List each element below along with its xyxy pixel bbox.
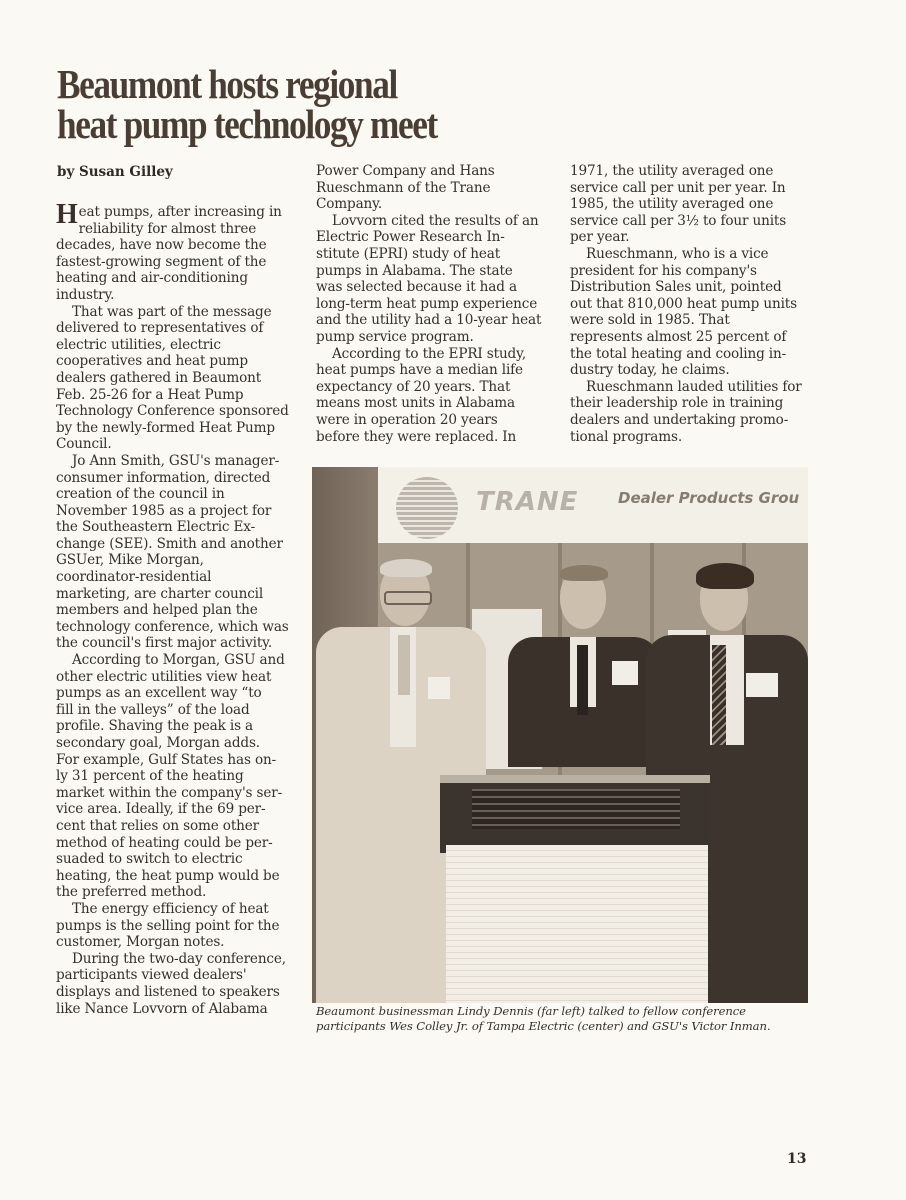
- text-line: Jo Ann Smith, GSU's manager-: [72, 452, 280, 469]
- banner-text: Dealer Products Grou: [618, 489, 800, 507]
- text-line: pumps as an excellent way “to: [56, 685, 262, 702]
- paragraph-2: [56, 304, 296, 453]
- text-line: 1985, the utility averaged one: [570, 196, 774, 213]
- text-line: pumps is the selling point for the: [56, 917, 280, 934]
- text-line: fill in the valleys” of the load: [56, 701, 250, 718]
- text-line: out that 810,000 heat pump units: [570, 295, 797, 312]
- hair: [560, 565, 608, 581]
- text-line: other electric utilities view heat: [56, 668, 272, 685]
- text-line: the preferred method.: [56, 884, 207, 901]
- name-badge: [746, 673, 778, 697]
- text-line: their leadership role in training: [570, 395, 784, 412]
- text-line: service call per unit per year. In: [570, 179, 786, 196]
- text-line: Rueschmann, who is a vice: [586, 245, 769, 262]
- text-line: consumer information, directed: [56, 469, 271, 486]
- text-line: dealers and undertaking promo-: [570, 411, 789, 428]
- text-line: profile. Shaving the peak is a: [56, 718, 254, 735]
- text-line: change (SEE). Smith and another: [56, 535, 283, 552]
- text-line: technology conference, which was: [56, 618, 289, 635]
- paragraph-continued: [570, 163, 810, 246]
- hair: [696, 563, 754, 589]
- heat-pump-grille: [472, 789, 680, 829]
- headline-line-2: heat pump technology meet: [57, 101, 437, 147]
- text-line: That was part of the message: [72, 303, 272, 320]
- text-line: Feb. 25-26 for a Heat Pump: [56, 386, 244, 403]
- text-line: dustry today, he claims.: [570, 362, 730, 379]
- text-line: According to Morgan, GSU and: [72, 652, 285, 669]
- text-line: customer, Morgan notes.: [56, 934, 225, 951]
- text-line: president for his company's: [570, 262, 757, 279]
- text-line: electric utilities, electric: [56, 336, 221, 353]
- article-column-3: [570, 163, 810, 445]
- photo-caption: [316, 1004, 806, 1034]
- text-line: market within the company's ser-: [56, 784, 283, 801]
- tie: [398, 635, 410, 695]
- text-line: and the utility had a 10-year heat: [316, 312, 542, 329]
- text-line: For example, Gulf States has on-: [56, 751, 277, 768]
- text-line: participants viewed dealers': [56, 967, 247, 984]
- trane-brand-text: TRANE: [476, 487, 579, 517]
- text-line: heating, the heat pump would be: [56, 867, 280, 884]
- text-line: cooperatives and heat pump: [56, 353, 248, 370]
- text-line: pumps in Alabama. The state: [316, 262, 513, 279]
- paragraph-continued: [316, 163, 556, 213]
- text-line: industry.: [56, 286, 115, 303]
- text-line: Company.: [316, 196, 383, 213]
- paragraph-4: [56, 652, 296, 901]
- text-line: dealers gathered in Beaumont: [56, 369, 262, 386]
- text-line: per year.: [570, 229, 630, 246]
- text-line: heating and air-conditioning: [56, 270, 248, 287]
- text-line: like Nance Lovvorn of Alabama: [56, 1000, 268, 1017]
- text-line: were in operation 20 years: [316, 411, 498, 428]
- paragraph-epri: [316, 346, 556, 446]
- text-line: the Southeastern Electric Ex-: [56, 519, 256, 536]
- article-column-2: [316, 163, 556, 445]
- paragraph-lovvorn: [316, 213, 556, 346]
- text-line: represents almost 25 percent of: [570, 328, 787, 345]
- text-line: Lovvorn cited the results of an: [332, 212, 539, 229]
- text-line: Council.: [56, 436, 112, 453]
- name-badge: [612, 661, 638, 685]
- hair: [380, 559, 432, 577]
- text-line: During the two-day conference,: [72, 950, 286, 967]
- text-line: Electric Power Research In-: [316, 229, 505, 246]
- headline-line-1: Beaumont hosts regional: [57, 61, 397, 107]
- text-line: GSUer, Mike Morgan,: [56, 552, 204, 569]
- text-line: Power Company and Hans: [316, 163, 495, 179]
- text-line: November 1985 as a project for: [56, 502, 272, 519]
- paragraph-rueschmann-2: [570, 379, 810, 445]
- heat-pump-unit-body: [446, 845, 708, 1003]
- paragraph-3: [56, 453, 296, 652]
- text-line: members and helped plan the: [56, 602, 258, 619]
- text-line: long-term heat pump experience: [316, 295, 538, 312]
- text-line: displays and listened to speakers: [56, 983, 280, 1000]
- byline: by Susan Gilley: [57, 164, 173, 180]
- text-line: by the newly-formed Heat Pump: [56, 419, 275, 436]
- tie: [577, 645, 588, 715]
- text-line: Technology Conference sponsored: [56, 403, 289, 420]
- headline: [57, 61, 437, 147]
- trane-banner: [378, 467, 808, 543]
- text-line: pump service program.: [316, 328, 474, 345]
- text-line: expectancy of 20 years. That: [316, 378, 511, 395]
- text-line: were sold in 1985. That: [570, 312, 730, 329]
- text-line: cent that relies on some other: [56, 817, 260, 834]
- text-line: reliability for almost three: [78, 220, 257, 237]
- text-line: the council's first major activity.: [56, 635, 273, 652]
- text-line: decades, have now become the: [56, 237, 267, 254]
- text-line: service call per 3½ to four units: [570, 212, 787, 229]
- text-line: tional programs.: [570, 428, 682, 445]
- trane-logo-icon: [396, 477, 458, 539]
- text-line: Distribution Sales unit, pointed: [570, 279, 782, 296]
- text-line: According to the EPRI study,: [332, 345, 526, 362]
- text-line: The energy efficiency of heat: [72, 900, 269, 917]
- caption-line-2: participants Wes Colley Jr. of Tampa Electric (center) and GSU's Victor Inman.: [316, 1019, 771, 1033]
- text-line: vice area. Ideally, if the 69 per-: [56, 801, 266, 818]
- text-line: stitute (EPRI) study of heat: [316, 245, 501, 262]
- striped-tie: [712, 645, 726, 745]
- text-line: Rueschmann of the Trane: [316, 179, 491, 196]
- text-line: before they were replaced. In: [316, 428, 517, 445]
- glasses: [384, 591, 432, 605]
- text-line: coordinator-residential: [56, 569, 212, 586]
- text-line: delivered to representatives of: [56, 320, 264, 337]
- text-line: was selected because it had a: [316, 279, 517, 296]
- article-column-1: [56, 199, 296, 1017]
- page-number: 13: [787, 1151, 807, 1167]
- name-badge: [428, 677, 450, 699]
- text-line: suaded to switch to electric: [56, 851, 243, 868]
- text-line: Rueschmann lauded utilities for: [586, 378, 802, 395]
- drop-cap: H: [56, 199, 78, 230]
- text-line: secondary goal, Morgan adds.: [56, 735, 260, 751]
- text-line: the total heating and cooling in-: [570, 345, 787, 362]
- text-line: 1971, the utility averaged one: [570, 163, 774, 179]
- paragraph-rueschmann-1: [570, 246, 810, 379]
- text-line: marketing, are charter council: [56, 585, 264, 602]
- paragraph-5: [56, 901, 296, 951]
- paragraph-6: [56, 951, 296, 1017]
- text-line: heat pumps have a median life: [316, 362, 523, 379]
- text-line: means most units in Alabama: [316, 395, 515, 412]
- conference-photo: [312, 467, 808, 1003]
- text-line: creation of the council in: [56, 486, 225, 503]
- text-line: ly 31 percent of the heating: [56, 768, 244, 785]
- text-line: fastest-growing segment of the: [56, 253, 267, 270]
- text-line: method of heating could be per-: [56, 834, 273, 851]
- paragraph-1: [56, 199, 296, 304]
- text-line: eat pumps, after increasing in: [78, 204, 282, 220]
- caption-line-1: Beaumont businessman Lindy Dennis (far left) talked to fellow conference: [316, 1004, 746, 1018]
